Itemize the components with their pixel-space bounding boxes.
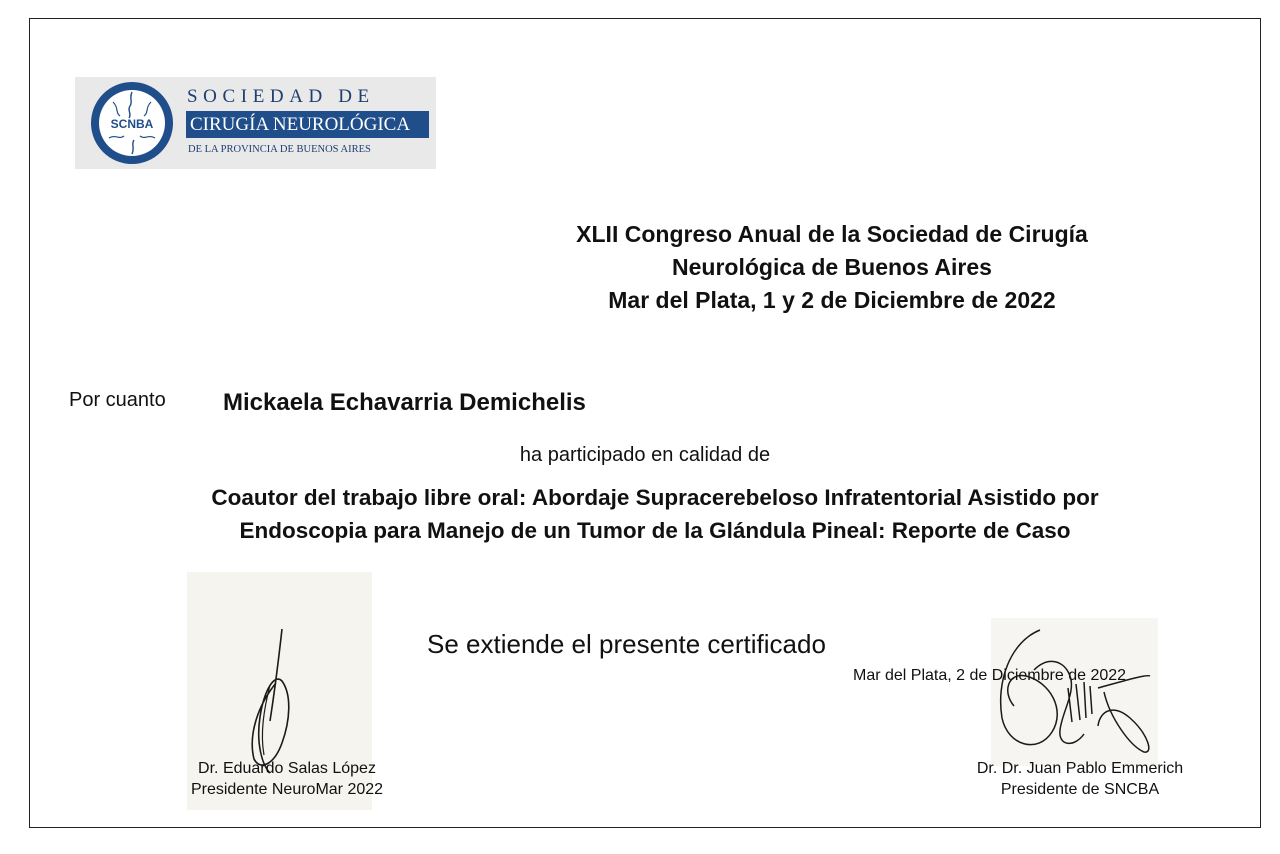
- certificate-statement: Se extiende el presente certificado: [427, 629, 826, 659]
- signer-left: [180, 758, 394, 800]
- participation-text: ha participado en calidad de: [519, 444, 771, 466]
- logo-line-cirugia: CIRUGÍA NEUROLÓGICA: [186, 111, 429, 138]
- signature-right-icon: [990, 622, 1160, 762]
- logo-line-sociedad: SOCIEDAD DE: [187, 86, 375, 107]
- signer-left-name: Dr. Eduardo Salas López: [198, 760, 376, 777]
- signer-right-name: Dr. Dr. Juan Pablo Emmerich: [976, 760, 1184, 777]
- logo-line-provincia: DE LA PROVINCIA DE BUENOS AIRES: [188, 144, 371, 155]
- brain-seal-icon: [89, 80, 175, 166]
- recipient-name: Mickaela Echavarria Demichelis: [223, 389, 586, 416]
- signer-right-title: Presidente de SNCBA: [1000, 781, 1160, 798]
- signature-left-icon: [230, 625, 310, 775]
- role-line-2: Endoscopia para Manejo de un Tumor de la Glándula Pineal: Reporte de Caso: [239, 518, 1071, 543]
- signer-right: [960, 758, 1200, 800]
- participation-role: [120, 481, 1190, 547]
- seal-text: SCNBA: [110, 117, 154, 131]
- signer-left-title: Presidente NeuroMar 2022: [190, 781, 384, 798]
- role-line-1: Coautor del trabajo libre oral: Abordaje Supracerebeloso Infratentorial Asistido por: [211, 485, 1099, 510]
- place-date: Mar del Plata, 2 de Diciembre de 2022: [853, 667, 1127, 684]
- header-line-3: Mar del Plata, 1 y 2 de Diciembre de 2022: [608, 287, 1056, 313]
- header-line-1: XLII Congreso Anual de la Sociedad de Cirugía: [576, 221, 1088, 247]
- scnba-logo: [75, 77, 436, 169]
- congress-header: [500, 218, 1164, 317]
- por-cuanto-label: Por cuanto: [69, 389, 166, 411]
- header-line-2: Neurológica de Buenos Aires: [672, 254, 992, 280]
